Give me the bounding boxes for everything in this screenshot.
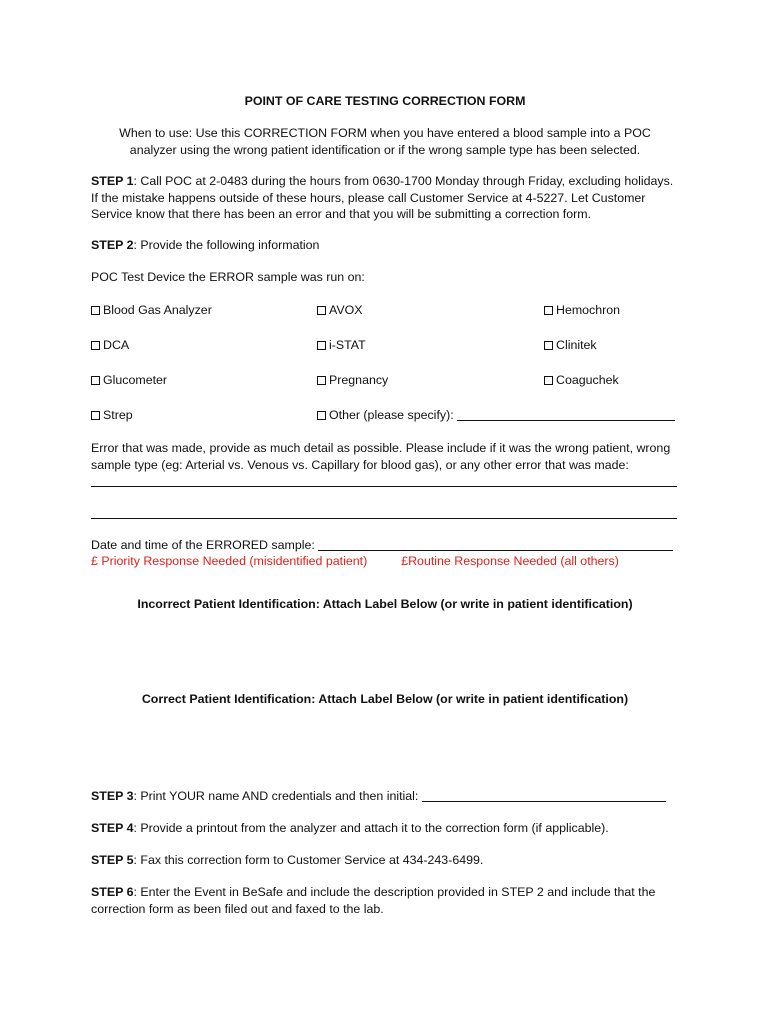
device-label: i-STAT xyxy=(329,338,366,352)
device-option-clinitek[interactable] xyxy=(544,338,597,352)
device-option-coaguchek[interactable] xyxy=(544,373,619,387)
device-label: Blood Gas Analyzer xyxy=(103,303,212,317)
device-option-pregnancy[interactable] xyxy=(317,373,388,387)
step5-label: STEP 5 xyxy=(91,853,134,867)
date-time-field[interactable] xyxy=(318,550,673,551)
device-option-strep[interactable] xyxy=(91,408,133,422)
error-prompt: Error that was made, provide as much detail as possible. Please include if it was the wrong patient, wrong sample type (eg: Arterial vs. Venous vs. Capillary for blood gas), or any other error that was made: xyxy=(91,441,671,472)
checkbox-icon[interactable] xyxy=(91,306,100,315)
checkbox-icon[interactable] xyxy=(91,376,100,385)
step1-label: STEP 1 xyxy=(91,174,134,188)
device-option-glucometer[interactable] xyxy=(91,373,167,387)
priority-checkbox-icon[interactable]: £ xyxy=(91,554,98,568)
checkbox-icon[interactable] xyxy=(317,376,326,385)
correct-id-heading: Correct Patient Identification: Attach Label Below (or write in patient identification) xyxy=(141,692,629,706)
step5-text: : Fax this correction form to Customer Service at 434-243-6499. xyxy=(133,853,484,867)
device-label: Glucometer xyxy=(103,373,168,387)
device-prompt: POC Test Device the ERROR sample was run on: xyxy=(91,270,365,284)
device-option-istat[interactable] xyxy=(317,338,366,352)
step6-label: STEP 6 xyxy=(91,885,134,899)
step1-text: : Call POC at 2-0483 during the hours from 0630-1700 Monday through Friday, excluding holidays. If the mistake happens outside of these hours, please call Customer Service at 4-5227. Let Customer Service know that there has been an error and that you will be submitting a correction form. xyxy=(91,174,674,221)
step6-text: : Enter the Event in BeSafe and include the description provided in STEP 2 and include that the correction form as been filed out and faxed to the lab. xyxy=(91,885,656,916)
priority-response-label: Priority Response Needed (misidentified patient) xyxy=(97,554,368,568)
device-label: Pregnancy xyxy=(329,373,389,387)
device-option-dca[interactable] xyxy=(91,338,129,352)
step6-paragraph xyxy=(91,884,683,917)
device-label: Strep xyxy=(103,408,133,422)
step3-label: STEP 3 xyxy=(91,789,134,803)
checkbox-icon[interactable] xyxy=(91,411,100,420)
step2-text: : Provide the following information xyxy=(133,238,320,252)
checkbox-icon[interactable] xyxy=(317,341,326,350)
device-label: DCA xyxy=(103,338,130,352)
device-label: Coaguchek xyxy=(556,373,619,387)
checkbox-icon[interactable] xyxy=(91,341,100,350)
date-row xyxy=(91,537,683,554)
incorrect-id-heading: Incorrect Patient Identification: Attach Label Below (or write in patient identification) xyxy=(137,597,633,611)
device-option-blood-gas[interactable] xyxy=(91,303,212,317)
step3-text: : Print YOUR name AND credentials and then initial: xyxy=(133,789,422,803)
checkbox-icon[interactable] xyxy=(544,341,553,350)
device-option-hemochron[interactable] xyxy=(544,303,620,317)
routine-checkbox-icon[interactable]: £ xyxy=(401,554,409,568)
routine-response-option[interactable] xyxy=(401,554,619,568)
step2-paragraph xyxy=(91,237,683,254)
device-label: Other (please specify): xyxy=(329,408,458,422)
step4-text: : Provide a printout from the analyzer and attach it to the correction form (if applicable). xyxy=(133,821,609,835)
step3-paragraph xyxy=(91,788,683,805)
name-credentials-field[interactable] xyxy=(422,801,666,802)
routine-response-label: Routine Response Needed (all others) xyxy=(408,554,619,568)
device-label: Hemochron xyxy=(556,303,621,317)
other-specify-field[interactable] xyxy=(457,420,675,421)
device-option-avox[interactable] xyxy=(317,303,363,317)
checkbox-icon[interactable] xyxy=(544,306,553,315)
checkbox-icon[interactable] xyxy=(317,411,326,420)
date-prompt: Date and time of the ERRORED sample: xyxy=(91,538,319,552)
device-label: AVOX xyxy=(329,303,363,317)
checkbox-icon[interactable] xyxy=(317,306,326,315)
device-label: Clinitek xyxy=(556,338,597,352)
checkbox-icon[interactable] xyxy=(544,376,553,385)
intro-text: When to use: Use this CORRECTION FORM when you have entered a blood sample into a POC analyzer using the wrong patient identification or if the wrong sample type has been selected. xyxy=(119,126,651,157)
priority-response-option[interactable] xyxy=(91,554,367,568)
error-detail-line-1[interactable] xyxy=(91,486,677,487)
device-option-other[interactable] xyxy=(317,408,675,422)
step2-label: STEP 2 xyxy=(91,238,134,252)
error-detail-line-2[interactable] xyxy=(91,518,677,519)
step5-paragraph xyxy=(91,852,683,869)
form-title: POINT OF CARE TESTING CORRECTION FORM xyxy=(244,94,526,108)
step4-paragraph xyxy=(91,820,683,837)
response-options xyxy=(91,553,683,570)
step4-label: STEP 4 xyxy=(91,821,134,835)
step1-paragraph xyxy=(91,173,683,223)
